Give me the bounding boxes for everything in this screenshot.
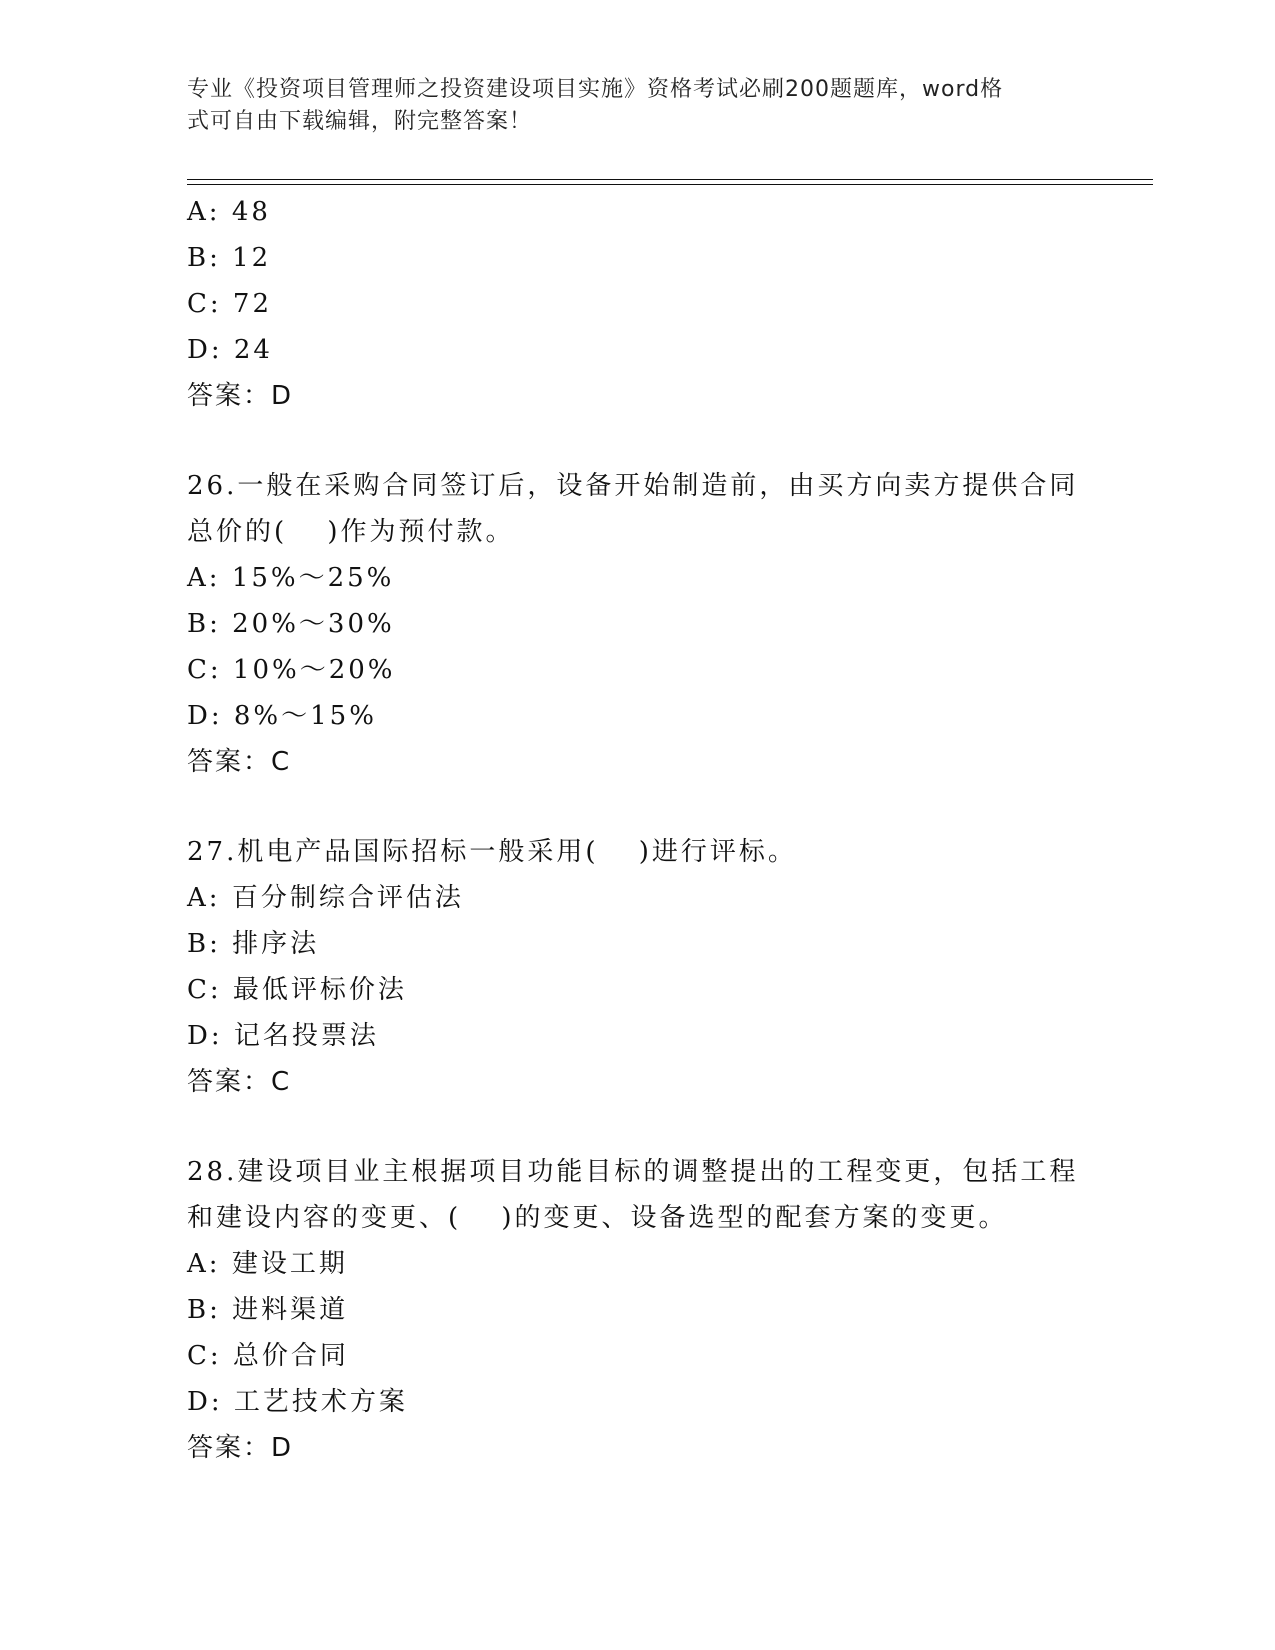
- question-25-block: [187, 189, 1087, 419]
- header-line-1: 专业《投资项目管理师之投资建设项目实施》资格考试必刷200题题库，word格: [187, 77, 1004, 102]
- option-b: B: 12: [187, 243, 272, 273]
- option-b: B: 进料渠道: [187, 1295, 349, 1325]
- header-line-2: 式可自由下载编辑，附完整答案！: [187, 109, 533, 134]
- question-26-block: [187, 463, 1087, 785]
- question-27-block: [187, 829, 1087, 1105]
- option-a: A: 15%～25%: [187, 563, 395, 593]
- option-a: A: 百分制综合评估法: [187, 883, 464, 913]
- header-divider-bottom: [187, 184, 1153, 185]
- answer-line: 答案：C: [187, 1067, 292, 1097]
- option-b: B: 20%～30%: [187, 609, 395, 639]
- document-header: [187, 74, 1067, 138]
- question-text-line: 26.一般在采购合同签订后，设备开始制造前，由买方向卖方提供合同: [187, 471, 1079, 501]
- option-c: C: 10%～20%: [187, 655, 396, 685]
- option-b: B: 排序法: [187, 929, 320, 959]
- answer-line: 答案：D: [187, 381, 294, 411]
- spacer: [187, 1105, 1087, 1149]
- question-text-line: 28.建设项目业主根据项目功能目标的调整提出的工程变更，包括工程: [187, 1157, 1079, 1187]
- option-c: C: 最低评标价法: [187, 975, 407, 1005]
- spacer: [187, 419, 1087, 463]
- answer-line: 答案：D: [187, 1433, 294, 1463]
- option-a: A: 48: [187, 197, 271, 227]
- option-d: D: 24: [187, 335, 273, 365]
- question-text-line: 和建设内容的变更、( )的变更、设备选型的配套方案的变更。: [187, 1203, 1008, 1233]
- question-text-line: 27.机电产品国际招标一般采用( )进行评标。: [187, 837, 797, 867]
- spacer: [187, 785, 1087, 829]
- option-a: A: 建设工期: [187, 1249, 348, 1279]
- option-d: D: 记名投票法: [187, 1021, 379, 1051]
- answer-line: 答案：C: [187, 747, 292, 777]
- option-c: C: 72: [187, 289, 273, 319]
- option-d: D: 8%～15%: [187, 701, 377, 731]
- question-28-block: [187, 1149, 1087, 1471]
- option-d: D: 工艺技术方案: [187, 1387, 408, 1417]
- header-divider-top: [187, 179, 1153, 180]
- document-body: [187, 189, 1087, 1471]
- option-c: C: 总价合同: [187, 1341, 349, 1371]
- question-text-line: 总价的( )作为预付款。: [187, 517, 515, 547]
